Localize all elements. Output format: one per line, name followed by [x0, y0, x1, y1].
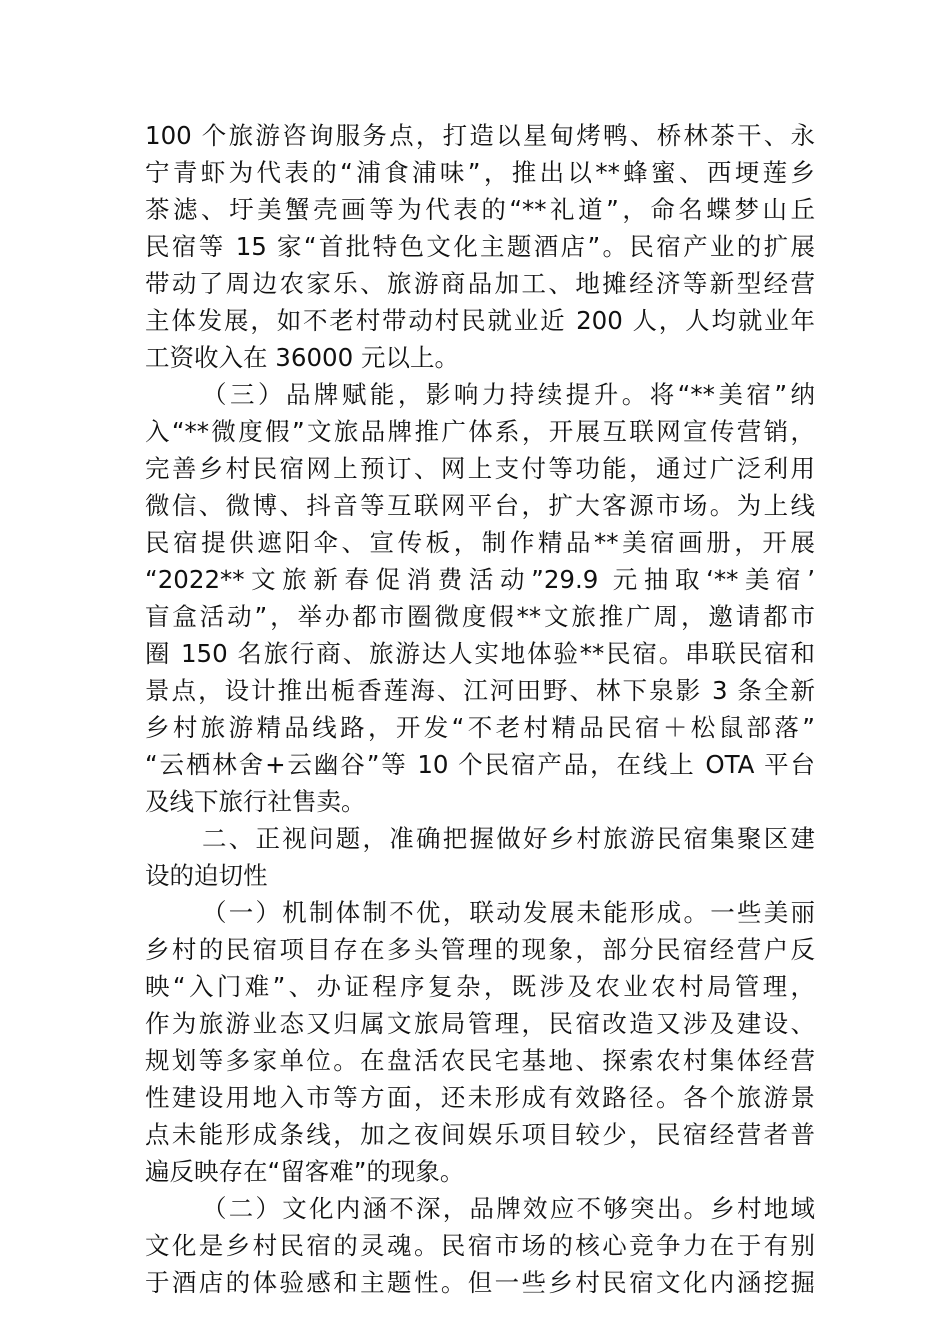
text-line: “云栖林舍+云幽谷”等 10 个民宿产品，在线上 OTA 平台: [145, 750, 815, 779]
text-line: 带动了周边农家乐、旅游商品加工、地摊经济等新型经营: [145, 269, 815, 298]
paragraph-mechanism: [145, 894, 815, 1190]
text-line: 宁青虾为代表的“浦食浦味”，推出以**蜂蜜、西埂莲乡: [145, 158, 815, 187]
text-line: 点未能形成条线，加之夜间娱乐项目较少，民宿经营者普: [145, 1120, 815, 1149]
text-line: 性建设用地入市等方面，还未形成有效路径。各个旅游景: [145, 1083, 815, 1112]
text-line: （三）品牌赋能，影响力持续提升。将“**美宿”纳: [202, 380, 815, 409]
text-line: 于酒店的体验感和主题性。但一些乡村民宿文化内涵挖掘: [145, 1268, 815, 1297]
text-line: 主体发展，如不老村带动村民就业近 200 人，人均就业年: [145, 306, 815, 335]
text-line: 民宿提供遮阳伞、宣传板，制作精品**美宿画册，开展: [145, 528, 815, 557]
text-line: 及线下旅行社售卖。: [145, 787, 366, 816]
text-line: 作为旅游业态又归属文旅局管理，民宿改造又涉及建设、: [145, 1009, 815, 1038]
text-line: （一）机制体制不优，联动发展未能形成。一些美丽: [202, 898, 815, 927]
text-line: （二）文化内涵不深，品牌效应不够突出。乡村地域: [202, 1194, 815, 1223]
text-line: 民宿等 15 家“首批特色文化主题酒店”。民宿产业的扩展: [145, 232, 815, 261]
text-line: 完善乡村民宿网上预订、网上支付等功能，通过广泛利用: [145, 454, 815, 483]
paragraph-continued: [145, 117, 815, 376]
heading-line: 二、正视问题，准确把握做好乡村旅游民宿集聚区建: [202, 824, 815, 853]
text-line: 100 个旅游咨询服务点，打造以星甸烤鸭、桥林茶干、永: [145, 121, 815, 150]
text-line: 茶滤、圩美蟹壳画等为代表的“**礼道”，命名蝶梦山丘: [145, 195, 815, 224]
document-page: [145, 117, 815, 1301]
text-line: 乡村的民宿项目存在多头管理的现象，部分民宿经营户反: [145, 935, 815, 964]
paragraph-culture: [145, 1190, 815, 1301]
text-line: 文化是乡村民宿的灵魂。民宿市场的核心竞争力在于有别: [145, 1231, 815, 1260]
text-line: 遍反映存在“留客难”的现象。: [145, 1157, 465, 1186]
text-line: 工资收入在 36000 元以上。: [145, 343, 460, 372]
text-line: “2022**文旅新春促消费活动”29.9 元抽取‘**美宿’: [145, 565, 815, 594]
text-line: 入“**微度假”文旅品牌推广体系，开展互联网宣传营销，: [145, 417, 815, 446]
text-line: 规划等多家单位。在盘活农民宅基地、探索农村集体经营: [145, 1046, 815, 1075]
paragraph-brand-empowerment: [145, 376, 815, 820]
text-line: 圈 150 名旅行商、旅游达人实地体验**民宿。串联民宿和: [145, 639, 815, 668]
text-line: 乡村旅游精品线路，开发“不老村精品民宿＋松鼠部落”: [145, 713, 815, 742]
heading-line: 设的迫切性: [145, 861, 268, 890]
section-heading-two: [145, 820, 815, 894]
text-line: 微信、微博、抖音等互联网平台，扩大客源市场。为上线: [145, 491, 815, 520]
text-line: 景点，设计推出栀香莲海、江河田野、林下泉影 3 条全新: [145, 676, 815, 705]
text-line: 映“入门难”、办证程序复杂，既涉及农业农村局管理，: [145, 972, 815, 1001]
text-line: 盲盒活动”，举办都市圈微度假**文旅推广周，邀请都市: [145, 602, 815, 631]
